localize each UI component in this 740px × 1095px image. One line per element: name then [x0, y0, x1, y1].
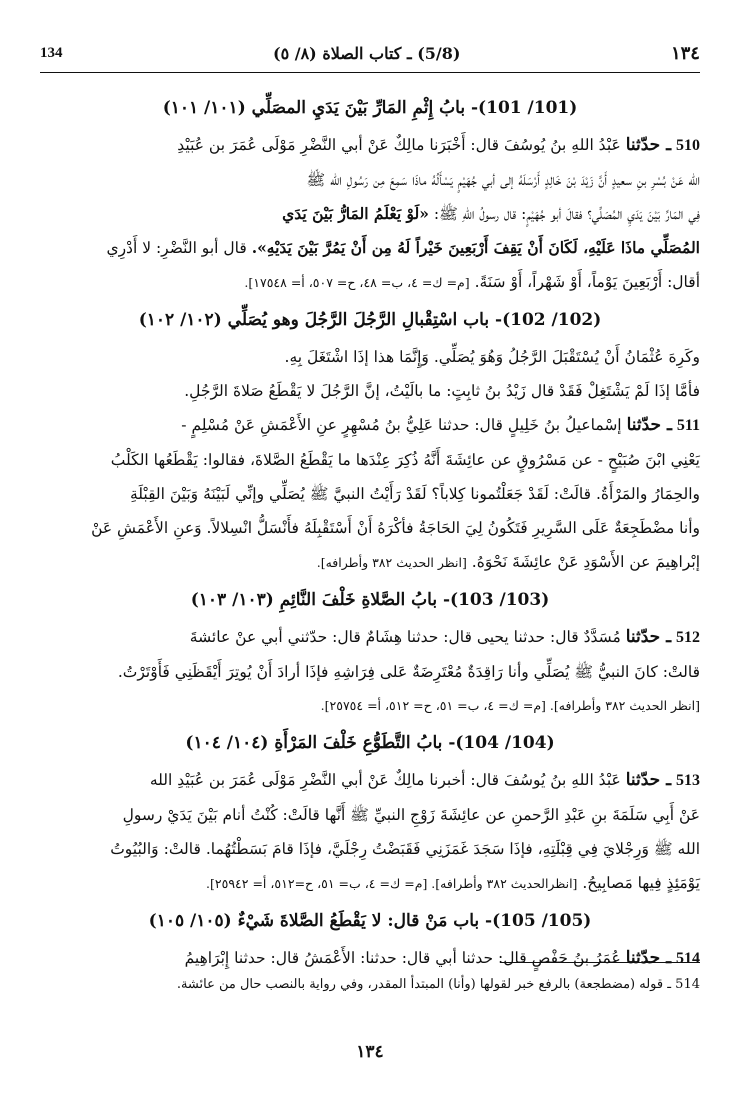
hadith-text: قال أبو النَّضْرِ: لا أَدْرِي	[106, 239, 247, 257]
hadith-text: عُمَرُ بنُ حَفْصٍ قال: حدثنا أبي قال: حدثنا: الأَعْمَشُ قال: حدثنا إِبْرَاهِيمُ	[184, 949, 621, 967]
hadith-opening: ـ حدّثنا	[625, 770, 672, 790]
page-number-latin: 134	[40, 44, 63, 61]
hadith-text: أقال: أَرْبَعِينَ يَوْماً، أَوْ شَهْراً، أَوْ سَنَةً.	[474, 273, 700, 291]
chapter-heading: (102/ 102)- باب اسْتِقْبالِ الرَّجُلَ الرَّجُلَ وهو يُصَلِّي (١٠٢/ ١٠٢)	[138, 310, 602, 330]
hadith-reference: [م= ك= ٤، ب= ٤٨، ح= ٥٠٧، أ= ١٧٥٤٨].	[244, 275, 470, 290]
hadith-opening: ـ حدّثنا	[626, 415, 672, 435]
hadith-opening: ـ حدّثنا	[625, 627, 672, 647]
hadith-reference: [انظرالحديث ٣٨٢ وأطرافه]. [م= ك= ٤، ب= ٥١، ح=٥١٢، أ= ٢٥٩٤٢].	[206, 876, 578, 891]
hadith-number: 511	[676, 417, 700, 434]
hadith-line: الله ﷺ وَرِجْلايَ فِي قِبْلَتِهِ، فإذَا سَجَدَ غَمَزَنِي فَقَبَضْتُ رِجْلَيَّ، فإذَا قامَ بَسَطْتُهُما. قالتْ: وَالبُيُوتُ	[110, 840, 700, 858]
prophetic-saying: «لَوْ يَعْلَمُ المَارُّ بَيْنَ يَدَي	[282, 204, 429, 223]
hadith-number: 512	[676, 629, 700, 646]
hadith-text: إبْراهِيمَ عن الأَسْوَدِ عَنْ عائِشَةَ نَحْوَهُ.	[471, 553, 700, 571]
footnote: 514 ـ قوله (مضطجعة) بالرفع خبر لقولها (وأنا) المبتدأ المقدر، وفي رواية بالنصب حال من عائشة.	[176, 977, 700, 992]
hadith-514	[40, 941, 700, 976]
hadith-text: مُسَدَّدٌ قال: حدثنا يحيى قال: حدثنا هِشَامٌ قال: حدّثني أبي عنْ عائشةَ	[189, 628, 621, 646]
hadith-number: 513	[676, 772, 700, 789]
hadith-line: وأنا مضْطَجِعَةٌ عَلَى السَّرِيرِ فَتَكُونُ لِيَ الحَاجَةُ فأكْرَهُ أَنْ أَسْتَقْبِلَهُ فأَنْسَلُّ انْسِلالاً. وَعنِ الأَعْمَشِ عَنْ	[91, 519, 700, 537]
hadith-opening: ـ حدّثنا	[625, 948, 672, 968]
hadith-line: عَنْ أَبِي سَلَمَةَ بنِ عَبْدِ الرَّحمنِ عن عائِشَةَ زَوْجِ النبيِّ ﷺ أَنَّها قالَتْ: كُنْتُ أنام بَيْنَ يَدَيْ رسولِ	[122, 806, 700, 824]
chapter-note: فأمَّا إذَا لَمْ يَشْتَغِلْ فَقَدْ قال زَيْدُ بنُ ثابِتٍ: ما بالَيْتُ، إنَّ الرَّجُلَ لا يَقْطَعُ صَلاةَ الرَّجُلِ.	[184, 382, 700, 400]
hadith-line: والحِمَارُ والمَرْأَةُ. قالَتْ: لَقَدْ جَعَلْتُمونا كِلاباً؟ لَقَدْ رَأَيْتُ النبيَّ ﷺ يُصَلِّي وإنِّي لَبَيْنَهُ وَبَيْنَ القِبْلَةِ	[129, 485, 700, 503]
running-title: (5/8) ـ كتاب الصلاة (٨/ ٥)	[272, 43, 461, 63]
hadith-reference: [انظر الحديث ٣٨٢ وأطرافه]. [م= ك= ٤، ب= ٥١، ح= ٥١٢، أ= ٢٥٧٥٤].	[320, 698, 700, 713]
hadith-line	[40, 866, 700, 901]
header-rule	[40, 72, 700, 73]
chapter-heading: (104/ 104)- بابُ التَّطَوُّعِ خَلْفَ المَرْأَةِ (١٠٤/ ١٠٤)	[185, 733, 555, 753]
hadith-line: قالتْ: كانَ النبيُّ ﷺ يُصَلِّي وأنا رَاقِدَةٌ مُعْتَرِضَةٌ عَلى فِرَاشِهِ فإذَا أرادَ أَنْ يُوتِرَ أَيْقَظَنِي فَأَوْتَرْتُ.	[117, 663, 700, 681]
hadith-text: عَبْدُ اللهِ بنُ يُوسُفَ قال: أخبرنا مالِكٌ عَنْ أبي النَّضْرِ مَوْلَى عُمَرَ بن عُبَيْدِ الله	[149, 771, 621, 789]
chapter-heading: (101/ 101)- بابُ إِثْمِ المَارِّ بَيْنَ يَدَيِ المصَلِّي (١٠١/ ١٠١)	[162, 98, 578, 118]
hadith-line	[40, 197, 700, 231]
chapter-note: وكَرِهَ عُثْمَانُ أَنْ يُسْتَقْبَلَ الرَّجُلُ وَهُوَ يُصَلِّي. وَإِنَّمَا هذا إذَا اشْتَغَلَ بِهِ.	[284, 348, 700, 366]
hadith-511	[40, 408, 700, 443]
hadith-line: الله عَنْ بُسْرِ بنِ سعيدٍ أَنَّ زَيْدَ بْنَ خَالِدٍ أَرْسَلَهُ إلى أبي جُهَيْمٍ يَسْأَلُهُ ماذَا سَمِعَ مِن رَسُولِ الله ﷺ	[306, 171, 700, 189]
hadith-line	[40, 545, 700, 580]
page-footer-number: ١٣٤	[356, 1042, 384, 1062]
chapter-heading: (105/ 105)- باب مَنْ قال: لا يَقْطَعُ الصَّلاةَ شَيْءٌ (١٠٥/ ١٠٥)	[148, 911, 592, 931]
hadith-text: فِي المَارِّ بَيْنَ يَدَيِ المُصَلِّي؟ فقالَ أبو جُهَيْمٍ: قال رسولُ اللهِ ﷺ:	[433, 205, 700, 223]
hadith-510	[40, 128, 700, 163]
hadith-number: 510	[676, 137, 700, 154]
hadith-text: إسْماعيلُ بنُ خَلِيلٍ قال: حدثنا عَلِيُّ بنُ مُسْهِرٍ عنِ الأَعْمَشِ عَنْ مُسْلِمٍ -	[181, 416, 622, 434]
footnote-rule	[500, 962, 700, 963]
chapter-heading: (103/ 103)- بابُ الصَّلاةِ خَلْفَ النَّائِمِ (١٠٣/ ١٠٣)	[190, 590, 550, 610]
prophetic-saying: المُصَلِّي ماذَا عَلَيْهِ، لَكَانَ أَنْ يَقِفَ أَرْبَعِينَ خَيْراً لَهُ مِن أَنْ يَمُرَّ بَيْنَ يَدَيْهِ».	[251, 238, 700, 257]
hadith-text: يَوْمَئِذٍ فِيها مَصابِيحُ.	[582, 874, 700, 892]
hadith-line: يَعْنِي ابْنَ صُبَيْحٍ - عن مَسْرُوقٍ عن عائِشَةَ أَنَّهُ ذُكِرَ عِنْدَها ما يَقْطَعُ الصَّلاةَ، فقالوا: يَقْطَعُها الكَلْبُ	[110, 451, 700, 469]
hadith-opening: ـ حدّثنا	[625, 135, 672, 155]
hadith-512	[40, 620, 700, 655]
hadith-number: 514	[676, 950, 700, 967]
hadith-line	[40, 231, 700, 265]
hadith-line	[40, 265, 700, 300]
page-header	[40, 38, 700, 68]
page-number-arabic: ١٣٤	[670, 42, 700, 64]
hadith-reference: [انظر الحديث ٣٨٢ وأطرافه].	[316, 555, 467, 570]
hadith-513	[40, 763, 700, 798]
hadith-text: عَبْدُ اللهِ بنُ يُوسُفَ قال: أَخْبَرَنا مالِكٌ عَنْ أبي النَّضْرِ مَوْلَى عُمَرَ بن عُبَيْدِ	[177, 136, 621, 154]
page-body	[40, 88, 700, 976]
